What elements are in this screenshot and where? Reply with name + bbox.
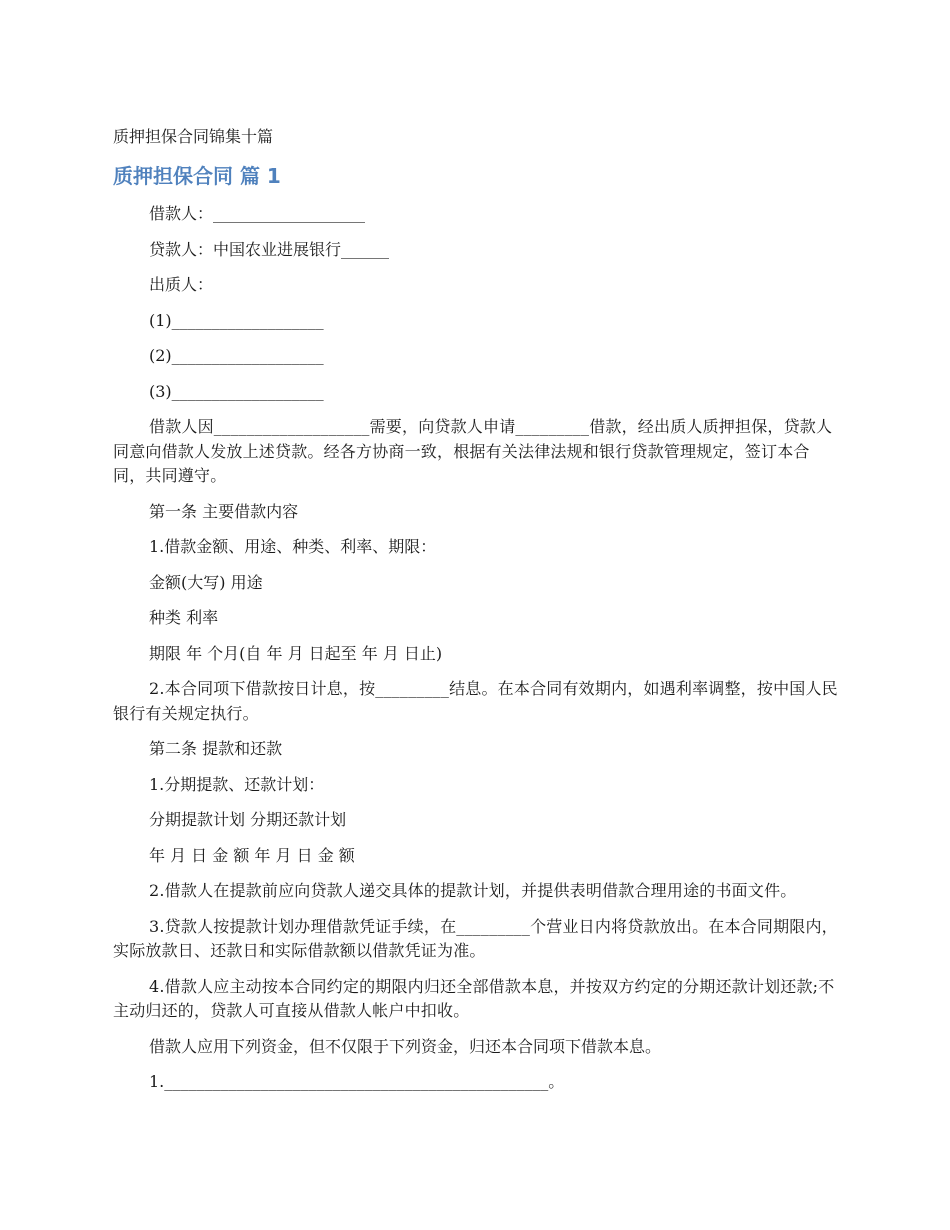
article-1-item-2: 2.本合同项下借款按日计息，按_________结息。在本合同有效期内，如遇利率调整，按中国人民银行有关规定执行。 (113, 679, 838, 723)
borrower-line: 借款人：___________________ (149, 204, 366, 223)
document-body (113, 202, 841, 1106)
article-1-heading: 第一条 主要借款内容 (149, 501, 299, 521)
repayment-funds-line: 借款人应用下列资金，但不仅限于下列资金，归还本合同项下借款本息。 (149, 1036, 662, 1056)
article-1-item-1: 1.借款金额、用途、种类、利率、期限： (149, 537, 437, 556)
pledgor-item-1: (1)___________________ (149, 310, 324, 330)
pledgor-item-3: (3)___________________ (149, 381, 324, 401)
plan-header-line: 分期提款计划 分期还款计划 (149, 810, 347, 829)
plan-columns-line: 年 月 日 金 额 年 月 日 金 额 (149, 845, 355, 865)
pledgor-label: 出质人： (149, 275, 214, 294)
article-2-item-2: 2.借款人在提款前应向贷款人递交具体的提款计划，并提供表明借款合理用途的书面文件。 (149, 881, 797, 900)
type-rate-line: 种类 利率 (149, 608, 219, 627)
repayment-funds-item-1: 1.________________________________________________。 (149, 1072, 565, 1091)
article-2-item-1: 1.分期提款、还款计划： (149, 774, 325, 794)
pledgor-item-2: (2)___________________ (149, 346, 324, 365)
article-2-heading: 第二条 提款和还款 (149, 739, 283, 758)
article-2-item-3: 3.贷款人按提款计划办理借款凭证手续，在_________个营业日内将贷款放出。在本合同期限内，实际放款日、还款日和实际借款额以借款凭证为准。 (113, 916, 838, 960)
term-line: 期限 年 个月(自 年 月 日起至 年 月 日止) (149, 643, 443, 663)
section-heading: 质押担保合同 篇 1 (113, 164, 281, 188)
lender-line: 贷款人：中国农业进展银行______ (149, 239, 390, 259)
preamble-paragraph: 借款人因___________________需要，向贷款人申请_________借款，经出质人质押担保，贷款人同意向借款人发放上述贷款。经各方协商一致，根据有关法律法规和银行贷款管理规定，签订本合同，共同遵守。 (113, 417, 833, 485)
document-title: 质押担保合同锦集十篇 (113, 127, 274, 146)
article-2-item-4: 4.借款人应主动按本合同约定的期限内归还全部借款本息，并按双方约定的分期还款计划还款;不主动归还的，贷款人可直接从借款人帐户中扣收。 (113, 976, 835, 1020)
amount-usage-line: 金额(大写) 用途 (149, 572, 263, 592)
